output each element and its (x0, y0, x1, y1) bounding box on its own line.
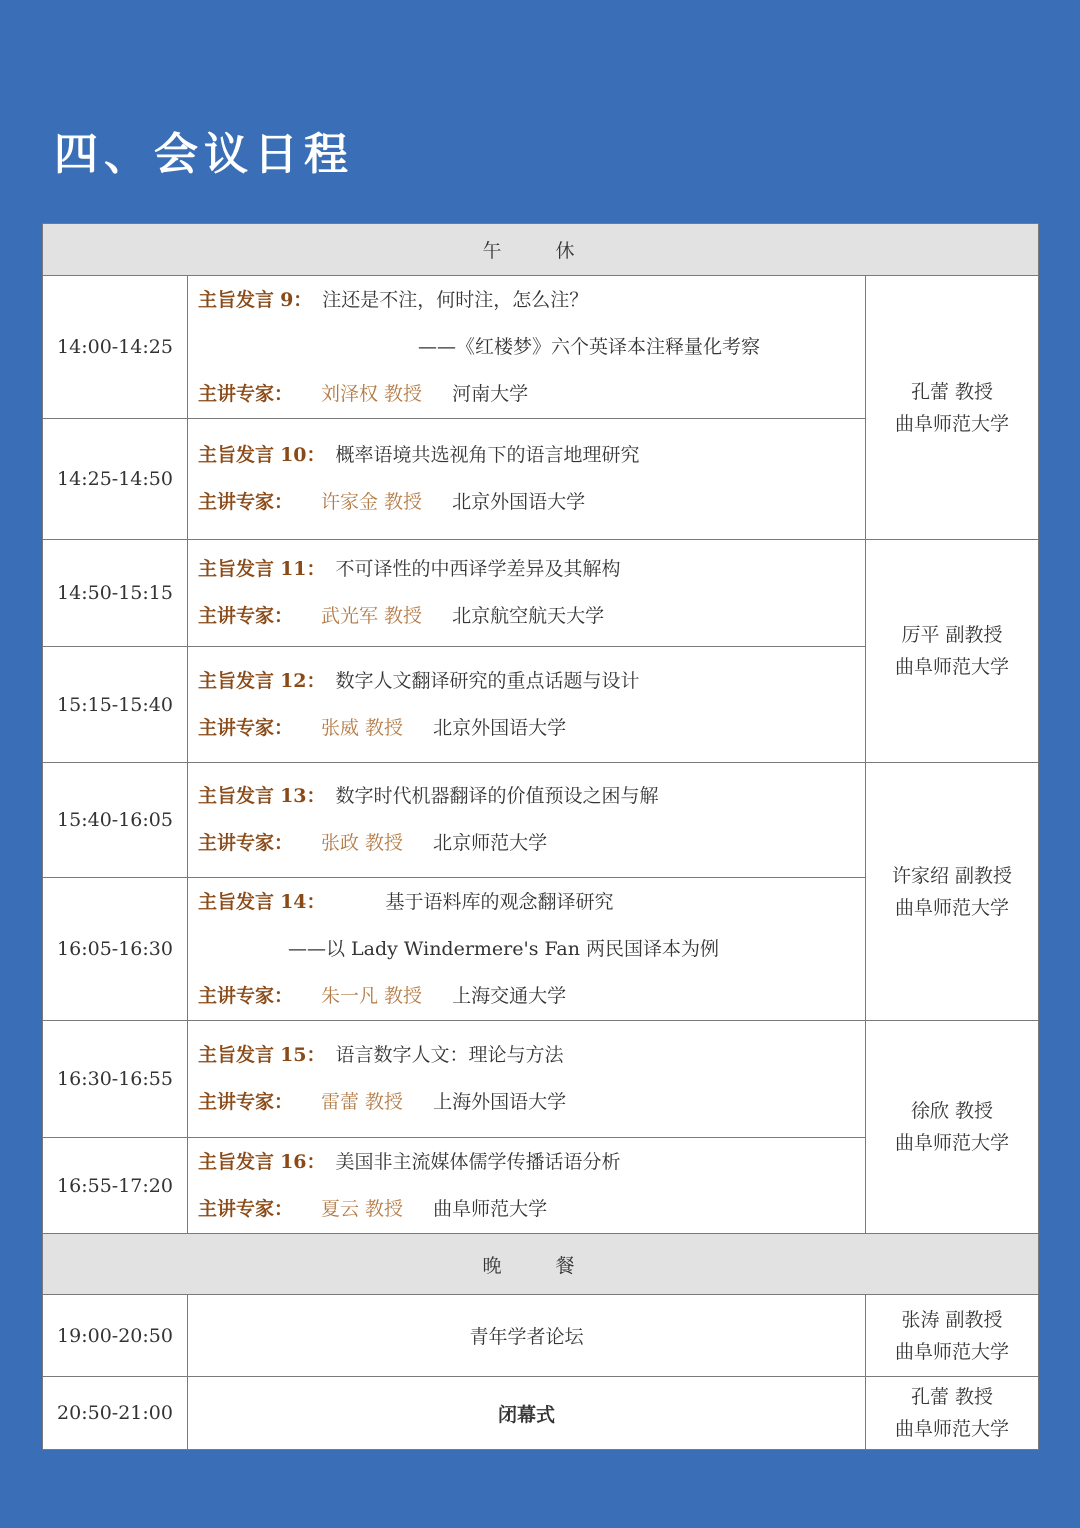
chair-org: 曲阜师范大学 (894, 656, 1009, 678)
talk-number: 14： (280, 890, 326, 913)
talk-title: 数字人文翻译研究的重点话题与设计 (335, 669, 640, 692)
talk-label: 主旨发言 (198, 1150, 275, 1173)
lunch-break-label: 午 休 (43, 224, 1039, 276)
speaker-affiliation: 北京外国语大学 (433, 716, 567, 739)
chair-name: 张涛 副教授 (901, 1308, 1003, 1331)
schedule-table (42, 223, 1039, 1450)
speaker-affiliation: 北京航空航天大学 (452, 605, 605, 627)
speaker-name: 张政 教授 (321, 832, 404, 854)
chair-org: 曲阜师范大学 (894, 1340, 1009, 1363)
time-slot: 14:50-15:15 (43, 540, 188, 647)
talk-title: 语言数字人文：理论与方法 (335, 1044, 564, 1066)
speaker-label: 主讲专家： (198, 605, 294, 627)
talk-label: 主旨发言 (198, 669, 275, 692)
table-row (43, 763, 1039, 878)
talk-cell (188, 276, 866, 419)
chair-org: 曲阜师范大学 (894, 1132, 1009, 1154)
time-slot: 19:00-20:50 (43, 1295, 188, 1377)
talk-number: 15： (280, 1044, 326, 1066)
table-row (43, 1295, 1039, 1377)
speaker-name: 武光军 教授 (321, 605, 423, 627)
chair-cell (866, 540, 1039, 763)
time-slot: 15:15-15:40 (43, 647, 188, 763)
speaker-affiliation: 北京外国语大学 (452, 491, 586, 513)
speaker-name: 夏云 教授 (321, 1197, 404, 1220)
speaker-affiliation: 河南大学 (452, 382, 529, 405)
talk-label: 主旨发言 (198, 890, 275, 913)
talk-title: 美国非主流媒体儒学传播话语分析 (335, 1150, 621, 1173)
speaker-name: 刘泽权 教授 (321, 382, 423, 405)
talk-cell (188, 1021, 866, 1138)
chair-name: 许家绍 副教授 (891, 864, 1013, 887)
chair-cell (866, 763, 1039, 1021)
chair-cell (866, 1295, 1039, 1377)
talk-number: 13： (280, 785, 326, 807)
talk-cell (188, 878, 866, 1021)
talk-number: 11： (280, 558, 326, 580)
speaker-name: 朱一凡 教授 (321, 984, 423, 1007)
table-row (43, 1021, 1039, 1138)
chair-name: 孔蕾 教授 (910, 1386, 994, 1408)
dinner-break-row (43, 1234, 1039, 1295)
talk-label: 主旨发言 (198, 558, 275, 580)
chair-org: 曲阜师范大学 (894, 412, 1009, 435)
page-title: 四、会议日程 (54, 129, 354, 180)
speaker-affiliation: 曲阜师范大学 (433, 1197, 548, 1220)
talk-title: 注还是不注，何时注，怎么注？ (322, 288, 589, 311)
talk-cell (188, 647, 866, 763)
time-slot: 16:55-17:20 (43, 1138, 188, 1234)
time-slot: 14:00-14:25 (43, 276, 188, 419)
time-slot: 16:30-16:55 (43, 1021, 188, 1138)
speaker-label: 主讲专家： (198, 832, 294, 854)
talk-number: 12： (280, 669, 326, 692)
talk-subtitle: ——《红楼梦》六个英译本注释量化考察 (418, 335, 761, 358)
event-name: 闭幕式 (188, 1377, 866, 1450)
table-row (43, 276, 1039, 419)
talk-title: 数字时代机器翻译的价值预设之困与解 (335, 785, 659, 807)
speaker-name: 许家金 教授 (321, 491, 423, 513)
event-name: 青年学者论坛 (188, 1295, 866, 1377)
talk-number: 10： (280, 444, 326, 466)
talk-title: 基于语料库的观念翻译研究 (385, 890, 614, 913)
talk-title: 不可译性的中西译学差异及其解构 (335, 558, 621, 580)
table-row (43, 540, 1039, 647)
speaker-affiliation: 上海外国语大学 (433, 1091, 567, 1113)
talk-cell (188, 763, 866, 878)
speaker-label: 主讲专家： (198, 716, 294, 739)
chair-cell (866, 276, 1039, 540)
talk-number: 16： (280, 1150, 326, 1173)
speaker-label: 主讲专家： (198, 1197, 294, 1220)
talk-cell (188, 540, 866, 647)
talk-label: 主旨发言 (198, 785, 275, 807)
chair-cell (866, 1021, 1039, 1234)
time-slot: 20:50-21:00 (43, 1377, 188, 1450)
time-slot: 15:40-16:05 (43, 763, 188, 878)
talk-label: 主旨发言 (198, 1044, 275, 1066)
time-slot: 16:05-16:30 (43, 878, 188, 1021)
talk-subtitle: ——以 Lady Windermere's Fan 两民国译本为例 (288, 937, 720, 960)
speaker-name: 张威 教授 (321, 716, 404, 739)
chair-name: 孔蕾 教授 (910, 380, 994, 403)
talk-cell (188, 419, 866, 540)
talk-cell (188, 1138, 866, 1234)
time-slot: 14:25-14:50 (43, 419, 188, 540)
talk-title: 概率语境共选视角下的语言地理研究 (335, 444, 640, 466)
talk-number: 9： (280, 288, 313, 311)
speaker-label: 主讲专家： (198, 1091, 294, 1113)
speaker-name: 雷蕾 教授 (321, 1091, 404, 1113)
talk-label: 主旨发言 (198, 288, 275, 311)
chair-org: 曲阜师范大学 (894, 1418, 1009, 1440)
chair-org: 曲阜师范大学 (894, 896, 1009, 919)
talk-label: 主旨发言 (198, 444, 275, 466)
speaker-label: 主讲专家： (198, 382, 294, 405)
speaker-label: 主讲专家： (198, 984, 294, 1007)
lunch-break-row (43, 224, 1039, 276)
speaker-label: 主讲专家： (198, 491, 294, 513)
chair-name: 厉平 副教授 (901, 624, 1003, 646)
chair-cell (866, 1377, 1039, 1450)
speaker-affiliation: 上海交通大学 (452, 984, 567, 1007)
dinner-break-label: 晚 餐 (43, 1234, 1039, 1295)
chair-name: 徐欣 教授 (910, 1100, 994, 1122)
speaker-affiliation: 北京师范大学 (433, 832, 548, 854)
table-row (43, 1377, 1039, 1450)
